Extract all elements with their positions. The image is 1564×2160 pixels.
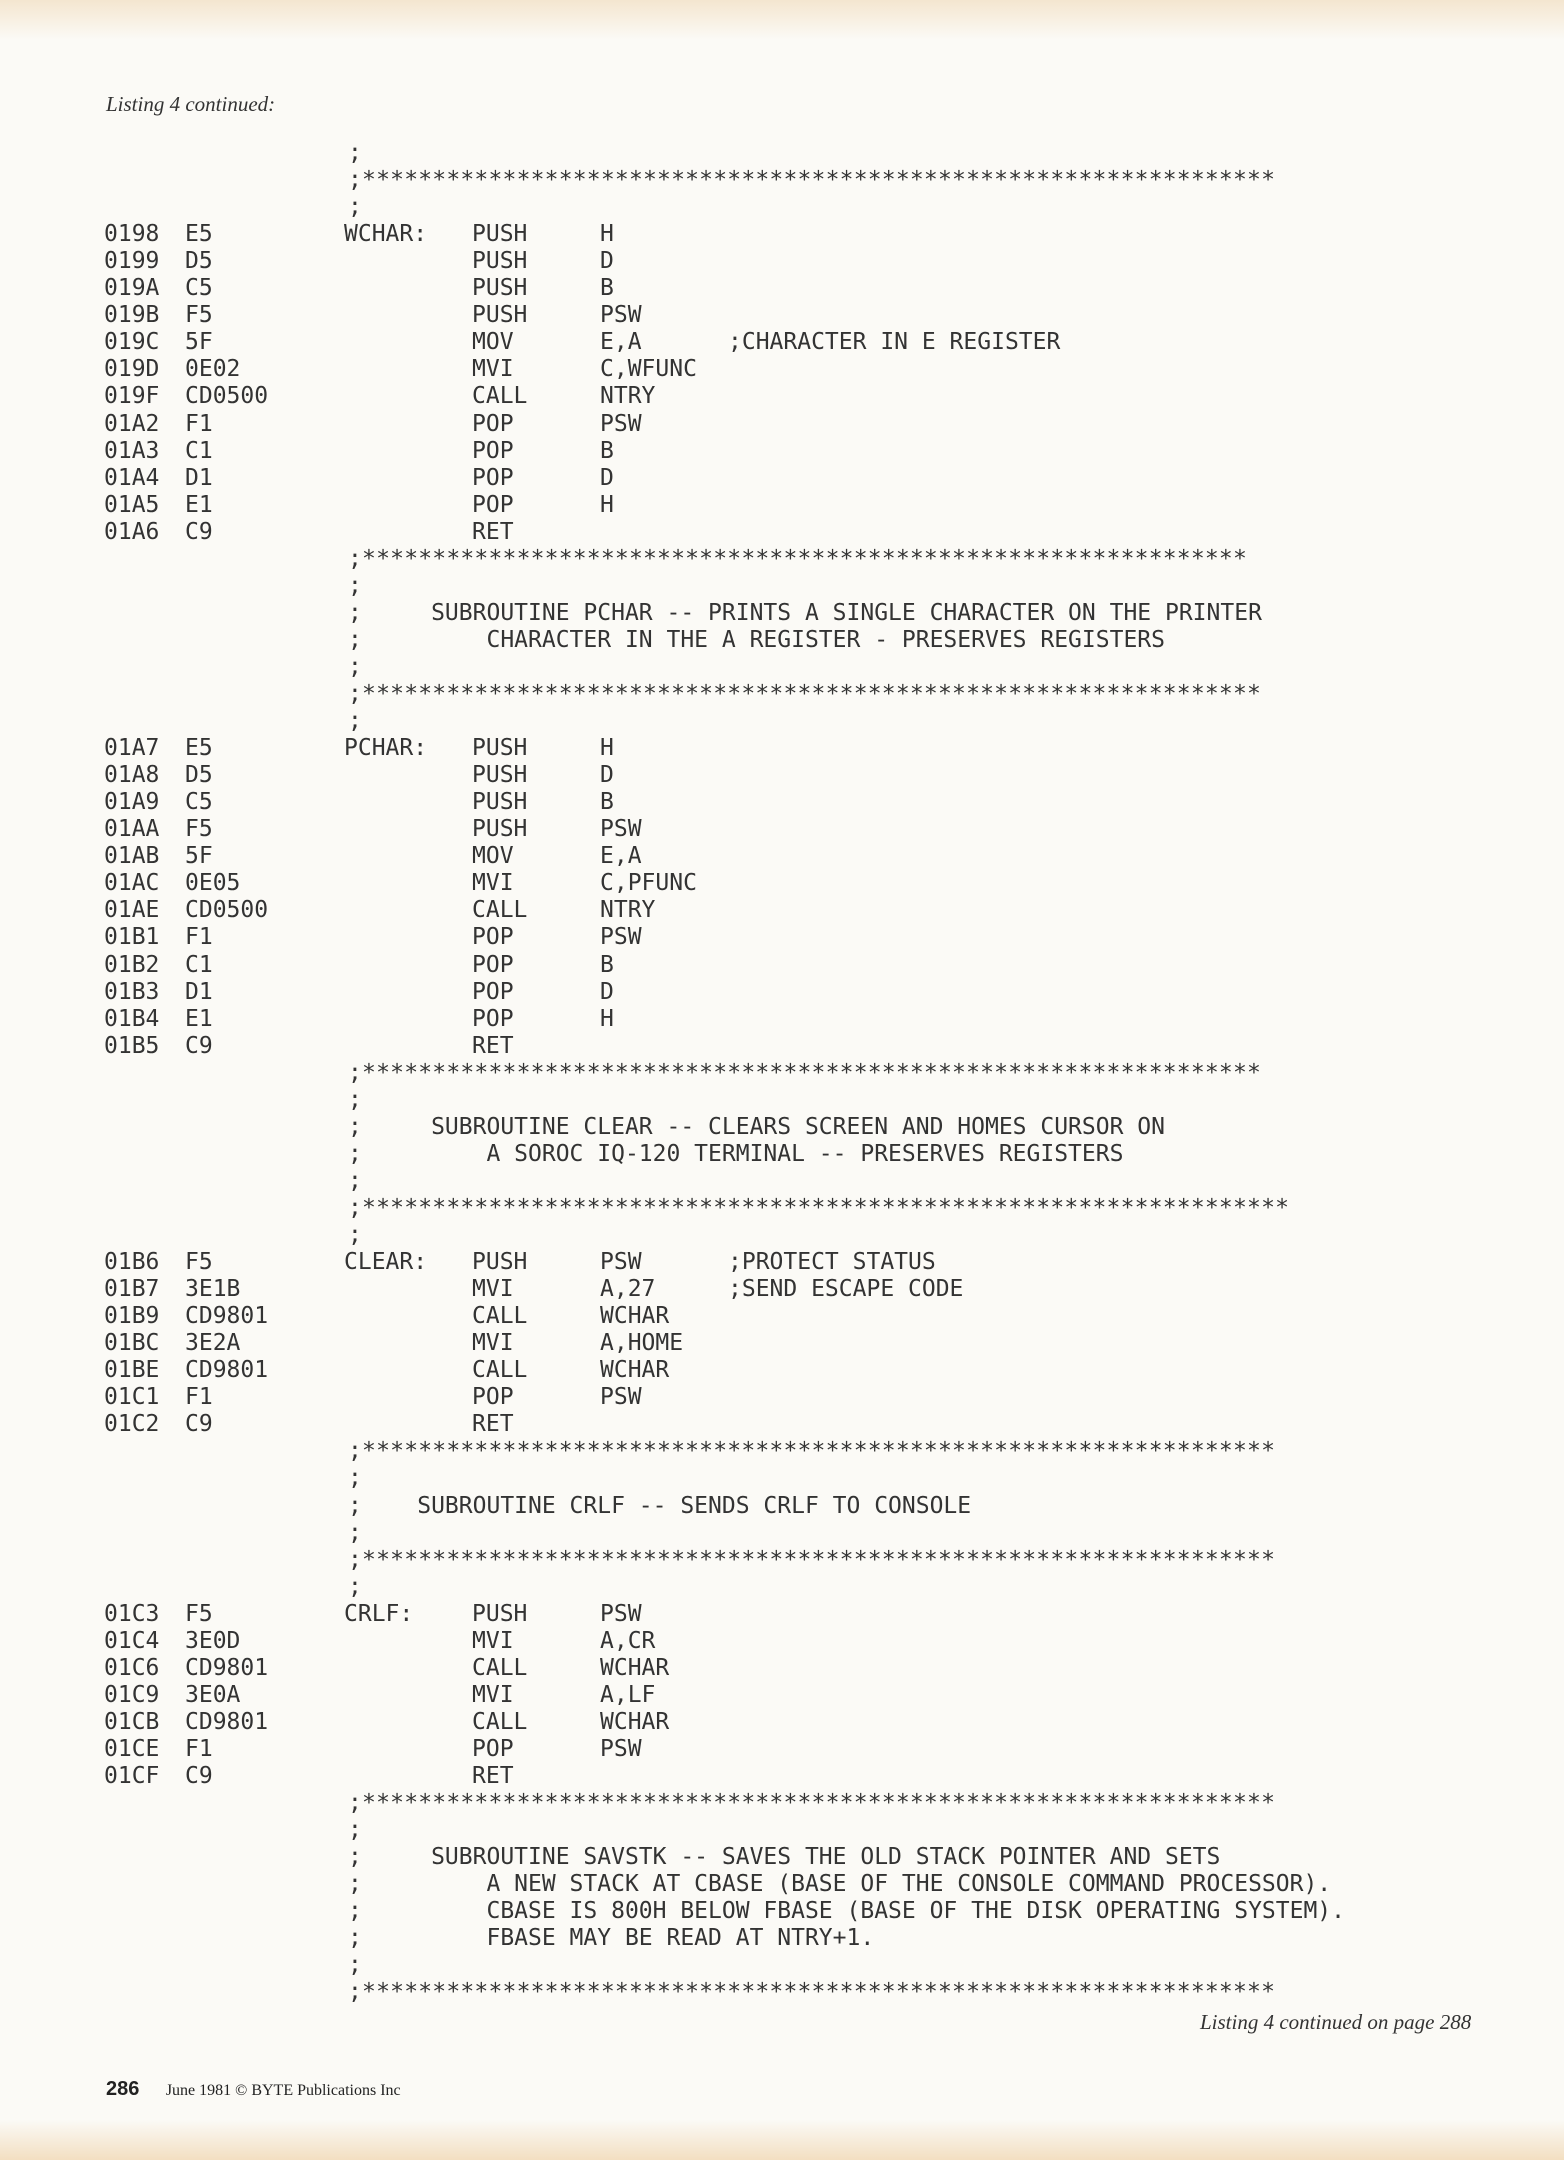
listing-line-code [0,1655,1564,1682]
opcode: RET [472,1763,514,1789]
address: 01C6 [104,1655,160,1681]
address: 01C2 [104,1411,160,1437]
listing-line-code [0,897,1564,924]
comment-text: ; CHARACTER IN THE A REGISTER - PRESERVES REGISTERS [348,627,1165,653]
page-number: 286 [106,2078,140,2100]
opcode: MVI [472,1276,514,1302]
machine-code: F5 [185,816,213,842]
machine-code: D1 [185,465,213,491]
machine-code: C1 [185,438,213,464]
opcode: PUSH [472,1249,528,1275]
listing-line-text [0,1114,1564,1141]
opcode: PUSH [472,248,528,274]
operand: NTRY [600,383,656,409]
machine-code: F1 [185,924,213,950]
comment-text: ; SUBROUTINE SAVSTK -- SAVES THE OLD STACK POINTER AND SETS [348,1844,1221,1870]
operand: PSW [600,1384,642,1410]
machine-code: C5 [185,789,213,815]
inline-comment: ;CHARACTER IN E REGISTER [728,329,1061,355]
listing-line-code [0,1628,1564,1655]
machine-code: 3E2A [185,1330,241,1356]
address: 01A2 [104,411,160,437]
operand: D [600,979,614,1005]
listing-line-code [0,275,1564,302]
opcode: POP [472,979,514,1005]
comment-marker: ; [348,1168,362,1194]
opcode: POP [472,465,514,491]
listing-line-code [0,979,1564,1006]
machine-code: F5 [185,1249,213,1275]
listing-line-code [0,952,1564,979]
opcode: POP [472,924,514,950]
comment-marker: ; [348,573,362,599]
address: 01B4 [104,1006,160,1032]
address: 01BE [104,1357,160,1383]
listing-line-stars [0,546,1564,573]
machine-code: E5 [185,221,213,247]
address: 01A6 [104,519,160,545]
listing-line-stars [0,1438,1564,1465]
machine-code: CD9801 [185,1655,269,1681]
listing-line-semi [0,1817,1564,1844]
listing-line-code [0,1357,1564,1384]
machine-code: F5 [185,1601,213,1627]
operand: H [600,735,614,761]
operand: WCHAR [600,1655,670,1681]
machine-code: 0E05 [185,870,241,896]
operand: B [600,438,614,464]
opcode: CALL [472,1357,528,1383]
operand: A,HOME [600,1330,684,1356]
machine-code: F1 [185,1736,213,1762]
listing-line-code [0,1384,1564,1411]
opcode: RET [472,519,514,545]
listing-line-text [0,1898,1564,1925]
opcode: PUSH [472,302,528,328]
machine-code: 5F [185,843,213,869]
machine-code: F1 [185,1384,213,1410]
listing-line-code [0,465,1564,492]
operand: C,PFUNC [600,870,697,896]
opcode: POP [472,411,514,437]
opcode: PUSH [472,816,528,842]
listing-line-stars [0,1979,1564,2006]
operand: PSW [600,924,642,950]
address: 019B [104,302,160,328]
machine-code: CD0500 [185,897,269,923]
address: 019D [104,356,160,382]
machine-code: E5 [185,735,213,761]
listing-line-code [0,1330,1564,1357]
separator-line: ;***************************************************************** [348,1979,1276,2005]
address: 01A9 [104,789,160,815]
continued-note: Listing 4 continued on page 288 [1200,2010,1472,2034]
comment-marker: ; [348,1465,362,1491]
listing-caption: Listing 4 continued: [106,92,276,116]
operand: D [600,762,614,788]
address: 019A [104,275,160,301]
comment-marker: ; [348,708,362,734]
listing-line-code [0,221,1564,248]
address: 01B9 [104,1303,160,1329]
address: 01C4 [104,1628,160,1654]
listing-line-stars [0,1060,1564,1087]
operand: PSW [600,816,642,842]
listing-line-code [0,1249,1564,1276]
address: 01CB [104,1709,160,1735]
machine-code: CD9801 [185,1303,269,1329]
operand: E,A [600,843,642,869]
listing-line-semi [0,1168,1564,1195]
code-label: WCHAR: [344,221,428,247]
address: 01AA [104,816,160,842]
machine-code: CD9801 [185,1709,269,1735]
opcode: POP [472,1006,514,1032]
listing-line-semi [0,573,1564,600]
listing-line-semi [0,1520,1564,1547]
address: 01A8 [104,762,160,788]
listing-line-code [0,1303,1564,1330]
listing-line-code [0,1033,1564,1060]
operand: WCHAR [600,1357,670,1383]
listing-line-stars [0,1195,1564,1222]
listing-line-code [0,816,1564,843]
operand: WCHAR [600,1709,670,1735]
address: 01B6 [104,1249,160,1275]
listing-line-code [0,870,1564,897]
address: 01A7 [104,735,160,761]
code-label: CLEAR: [344,1249,428,1275]
operand: NTRY [600,897,656,923]
listing-line-code [0,356,1564,383]
opcode: CALL [472,383,528,409]
separator-line: ;***************************************************************** [348,1790,1276,1816]
comment-text: ; CBASE IS 800H BELOW FBASE (BASE OF THE DISK OPERATING SYSTEM). [348,1898,1345,1924]
address: 019F [104,383,160,409]
opcode: CALL [472,897,528,923]
opcode: MVI [472,1682,514,1708]
address: 01CF [104,1763,160,1789]
listing-line-code [0,1682,1564,1709]
opcode: CALL [472,1303,528,1329]
separator-line: ;***************************************************************** [348,1438,1276,1464]
separator-line: ;***************************************************************** [348,1547,1276,1573]
comment-marker: ; [348,1952,362,1978]
comment-text: ; FBASE MAY BE READ AT NTRY+1. [348,1925,875,1951]
listing-line-code [0,735,1564,762]
separator-line: ;*************************************************************** [348,546,1248,572]
opcode: MVI [472,356,514,382]
machine-code: C9 [185,1411,213,1437]
opcode: POP [472,438,514,464]
opcode: PUSH [472,789,528,815]
opcode: POP [472,1384,514,1410]
address: 01C9 [104,1682,160,1708]
address: 019C [104,329,160,355]
listing-line-code [0,1763,1564,1790]
machine-code: 3E0D [185,1628,241,1654]
operand: PSW [600,1249,642,1275]
inline-comment: ;PROTECT STATUS [728,1249,936,1275]
address: 01A5 [104,492,160,518]
machine-code: C1 [185,952,213,978]
opcode: CALL [472,1655,528,1681]
listing-line-text [0,600,1564,627]
listing-line-code [0,492,1564,519]
listing-line-semi [0,654,1564,681]
listing-line-semi [0,708,1564,735]
opcode: MVI [472,1330,514,1356]
listing-line-semi [0,1465,1564,1492]
machine-code: CD0500 [185,383,269,409]
listing-line-semi [0,1222,1564,1249]
separator-line: ;**************************************************************** [348,1060,1262,1086]
opcode: RET [472,1033,514,1059]
comment-marker: ; [348,194,362,220]
listing-line-semi [0,1574,1564,1601]
operand: H [600,492,614,518]
address: 01A4 [104,465,160,491]
listing-line-stars [0,681,1564,708]
operand: PSW [600,302,642,328]
listing-line-code [0,1736,1564,1763]
operand: C,WFUNC [600,356,697,382]
comment-marker: ; [348,1087,362,1113]
listing-line-code [0,1006,1564,1033]
listing-line-code [0,248,1564,275]
address: 01CE [104,1736,160,1762]
opcode: RET [472,1411,514,1437]
listing-line-text [0,1141,1564,1168]
listing-line-code [0,411,1564,438]
operand: PSW [600,1601,642,1627]
address: 01AE [104,897,160,923]
listing-line-stars [0,1547,1564,1574]
address: 01C1 [104,1384,160,1410]
machine-code: 3E1B [185,1276,241,1302]
operand: B [600,952,614,978]
publication-line: June 1981 © BYTE Publications Inc [165,2082,401,2099]
listing-line-stars [0,1790,1564,1817]
address: 0198 [104,221,160,247]
code-label: CRLF: [344,1601,414,1627]
listing-line-semi [0,194,1564,221]
address: 01AC [104,870,160,896]
address: 01B1 [104,924,160,950]
address: 01AB [104,843,160,869]
operand: A,LF [600,1682,656,1708]
comment-marker: ; [348,1817,362,1843]
opcode: PUSH [472,735,528,761]
operand: PSW [600,411,642,437]
opcode: MVI [472,870,514,896]
separator-line: ;***************************************************************** [348,167,1276,193]
machine-code: D5 [185,762,213,788]
comment-marker: ; [348,1222,362,1248]
machine-code: 0E02 [185,356,241,382]
comment-marker: ; [348,654,362,680]
machine-code: 3E0A [185,1682,241,1708]
machine-code: E1 [185,492,213,518]
machine-code: F5 [185,302,213,328]
address: 01B7 [104,1276,160,1302]
address: 01BC [104,1330,160,1356]
operand: E,A [600,329,642,355]
listing-line-code [0,519,1564,546]
machine-code: C9 [185,1763,213,1789]
opcode: POP [472,492,514,518]
operand: H [600,221,614,247]
opcode: POP [472,952,514,978]
listing-line-code [0,789,1564,816]
separator-line: ;****************************************************************** [348,1195,1290,1221]
comment-text: ; SUBROUTINE PCHAR -- PRINTS A SINGLE CHARACTER ON THE PRINTER [348,600,1262,626]
listing-line-code [0,762,1564,789]
opcode: PUSH [472,762,528,788]
listing-line-semi [0,1087,1564,1114]
operand: H [600,1006,614,1032]
listing-line-code [0,438,1564,465]
listing-line-text [0,1493,1564,1520]
listing-line-code [0,843,1564,870]
opcode: MOV [472,843,514,869]
machine-code: F1 [185,411,213,437]
machine-code: D1 [185,979,213,1005]
operand: A,27 [600,1276,656,1302]
address: 01B3 [104,979,160,1005]
listing-line-text [0,1844,1564,1871]
machine-code: C9 [185,1033,213,1059]
code-label: PCHAR: [344,735,428,761]
comment-text: ; SUBROUTINE CLEAR -- CLEARS SCREEN AND HOMES CURSOR ON [348,1114,1165,1140]
page-footer [106,2078,401,2101]
opcode: PUSH [472,275,528,301]
operand: B [600,789,614,815]
listing-line-code [0,383,1564,410]
opcode: MVI [472,1628,514,1654]
comment-text: ; A NEW STACK AT CBASE (BASE OF THE CONSOLE COMMAND PROCESSOR). [348,1871,1332,1897]
listing-line-code [0,1276,1564,1303]
listing-line-code [0,924,1564,951]
machine-code: E1 [185,1006,213,1032]
machine-code: CD9801 [185,1357,269,1383]
listing-line-text [0,1925,1564,1952]
address: 01B5 [104,1033,160,1059]
opcode: POP [472,1736,514,1762]
listing-line-text [0,627,1564,654]
comment-text: ; SUBROUTINE CRLF -- SENDS CRLF TO CONSOLE [348,1493,972,1519]
machine-code: D5 [185,248,213,274]
listing-line-semi [0,140,1564,167]
operand: A,CR [600,1628,656,1654]
operand: D [600,465,614,491]
listing-line-semi [0,1952,1564,1979]
address: 01B2 [104,952,160,978]
opcode: MOV [472,329,514,355]
listing-line-text [0,1871,1564,1898]
operand: B [600,275,614,301]
listing-line-code [0,1709,1564,1736]
page-edge-stain-bottom [0,2120,1564,2160]
inline-comment: ;SEND ESCAPE CODE [728,1276,964,1302]
comment-text: ; A SOROC IQ-120 TERMINAL -- PRESERVES REGISTERS [348,1141,1124,1167]
comment-marker: ; [348,1520,362,1546]
comment-marker: ; [348,140,362,166]
separator-line: ;**************************************************************** [348,681,1262,707]
address: 01C3 [104,1601,160,1627]
listing-line-code [0,329,1564,356]
machine-code: 5F [185,329,213,355]
opcode: PUSH [472,221,528,247]
operand: D [600,248,614,274]
opcode: CALL [472,1709,528,1735]
listing-line-code [0,302,1564,329]
listing-line-code [0,1601,1564,1628]
address: 01A3 [104,438,160,464]
opcode: PUSH [472,1601,528,1627]
machine-code: C5 [185,275,213,301]
operand: WCHAR [600,1303,670,1329]
listing-line-code [0,1411,1564,1438]
address: 0199 [104,248,160,274]
machine-code: C9 [185,519,213,545]
comment-marker: ; [348,1574,362,1600]
operand: PSW [600,1736,642,1762]
listing-line-stars [0,167,1564,194]
